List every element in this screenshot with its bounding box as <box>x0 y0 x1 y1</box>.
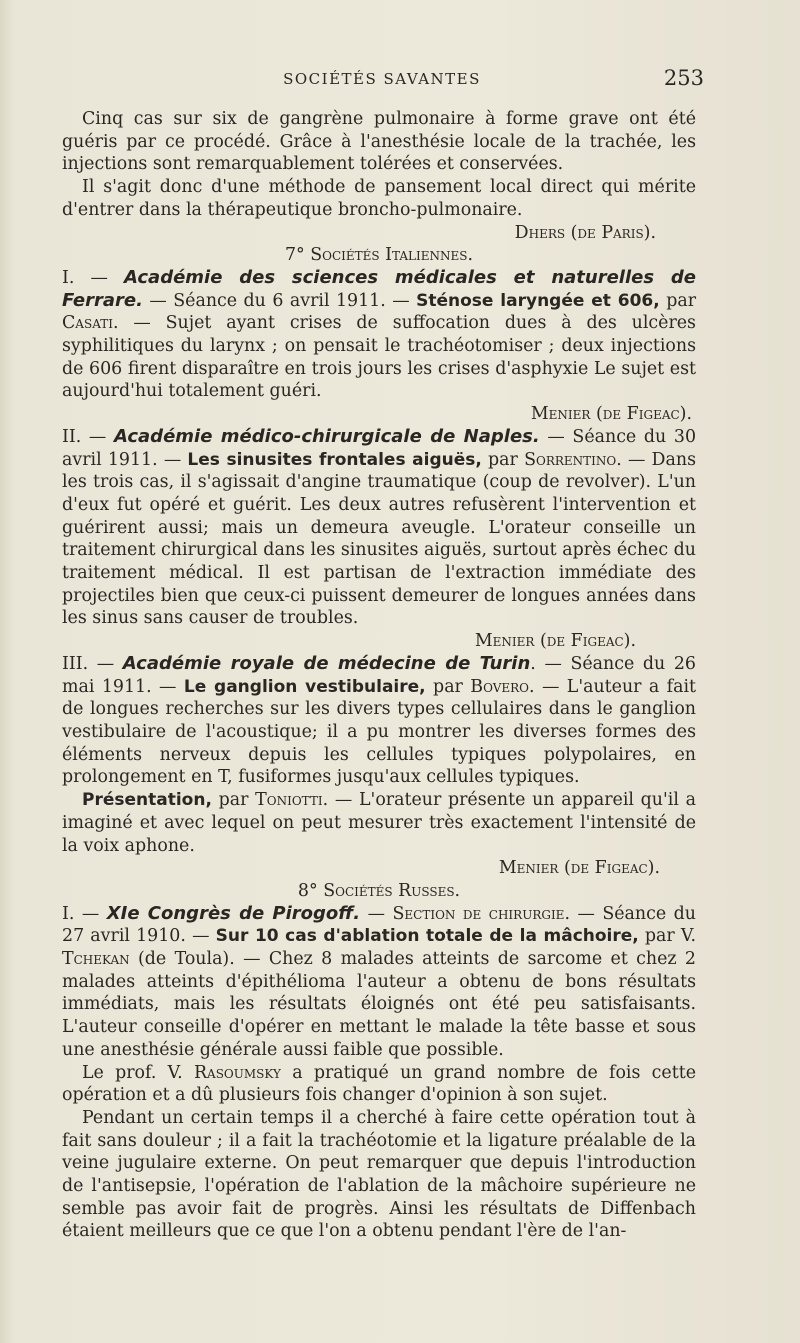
report-topic: Présentation, <box>82 790 212 811</box>
author-name: Rasoumsky <box>193 1062 281 1083</box>
russian-paragraph-3: Pendant un certain temps il a cherché à faire cette opération tout à fait sans douleur ; il a fait la trachéotomie et la ligature préalable de la veine jugulaire externe. On peut remarquer que depuis l'introduction de l'antisepsie, l'opération de l'ablation de la mâchoire supérieure ne semble pas avoir fait de progrès. Ainsi les résultats de Diffenbach étaient meilleurs que ce que l'on a obtenu pendant l'ère de l'an- <box>62 1107 696 1242</box>
by-label: par <box>211 790 256 811</box>
running-head: SOCIÉTÉS SAVANTES <box>283 70 481 88</box>
session-date: — Séance du 30 avril 1911. — <box>62 426 697 470</box>
signature: Menier (de Figeac). <box>498 858 660 879</box>
russian-paragraph-2 <box>62 1062 696 1107</box>
author-name: Toniotti <box>255 790 323 811</box>
report-italian-3-presentation <box>62 789 696 857</box>
paragraph-text: a pratiqué un grand nombre de fois cette opération et a dû plusieurs fois changer d'opinion à son sujet. <box>62 1062 696 1106</box>
report-numeral: I. — <box>62 267 124 288</box>
report-text: (de Toula). — Chez 8 malades atteints de sarcome et chez 2 malades atteints d'épithélioma l'auteur a obtenu de bons résultats immédiats, mais les résultats éloignés ont été peu satisfaisants. L'auteur conseille d'opérer en mettant le malade la tête basse et sous une anesthésie générale aussi faible que possible. <box>62 949 696 1060</box>
section-heading-italian: 7° Sociétés Italiennes. <box>284 245 474 266</box>
academy-name: XIe Congrès de Pirogoff. <box>106 902 361 924</box>
signature: Dhers (de Paris). <box>514 222 656 243</box>
report-numeral: II. — <box>62 426 114 447</box>
by-label: par V. <box>638 926 696 947</box>
report-text: . — L'orateur présente un appareil qu'il a imaginé et avec lequel on peut mesurer très exactement l'intensité de la voix aphone. <box>62 790 696 856</box>
paragraph-prefix: Le prof. V. <box>82 1062 194 1083</box>
session-date: . — Séance du 26 mai 1911. — <box>62 653 696 697</box>
author-name: Sorrentino <box>524 449 617 470</box>
academy-name: Académie médico-chirurgicale de Naples. <box>113 425 540 447</box>
author-name: Casati <box>62 313 113 334</box>
by-label: par <box>659 290 697 311</box>
report-numeral: III. — <box>62 653 123 674</box>
report-topic: Les sinusites frontales aiguës, <box>187 449 482 470</box>
section-name: — Section de chirurgie. <box>360 903 570 924</box>
page-header <box>60 64 704 94</box>
page-number: 253 <box>663 66 704 90</box>
intro-paragraph-2: Il s'agit donc d'une méthode de pansement local direct qui mérite d'entrer dans la thérapeutique broncho-pulmonaire. <box>62 177 696 220</box>
report-numeral: I. — <box>62 903 107 924</box>
signature: Menier (de Figeac). <box>474 631 636 652</box>
session-date: — Séance du 6 avril 1911. — <box>142 290 417 311</box>
academy-name: Académie royale de médecine de Turin <box>122 652 531 674</box>
session-date: — Séance du 27 avril 1910. — <box>62 903 696 947</box>
report-topic: Sténose laryngée et 606, <box>416 290 660 311</box>
intro-paragraph-1: Cinq cas sur six de gangrène pulmonaire à forme grave ont été guéris par ce procédé. Grâce à l'anesthésie locale de la trachée, les injections sont remarquablement tolérées et conservées. <box>62 109 696 175</box>
by-label: par <box>481 449 525 470</box>
report-topic: Sur 10 cas d'ablation totale de la mâchoire, <box>215 926 639 947</box>
author-name: Bovero <box>470 676 530 697</box>
section-heading-russian: 8° Sociétés Russes. <box>297 880 461 901</box>
report-italian-3 <box>62 653 696 789</box>
academy-name: Académie des sciences médicales et naturelles de Ferrare. <box>62 266 696 311</box>
report-italian-1 <box>62 267 696 403</box>
author-name: Tchekan <box>62 949 130 970</box>
report-text: . — L'auteur a fait de longues recherches sur les divers types cellulaires dans le ganglion vestibulaire de l'acoustique; il a pu montrer les diverses formes des éléments nerveux depuis les cellules typiques polypolaires, en prolongement en T, fusiformes jusqu'aux cellules typiques. <box>62 676 697 788</box>
report-topic: Le ganglion vestibulaire, <box>183 676 426 697</box>
page-body <box>62 108 696 1243</box>
report-italian-2 <box>62 426 696 630</box>
by-label: par <box>425 676 471 697</box>
report-text: . — Sujet ayant crises de suffocation dues à des ulcères syphilitiques du larynx ; on pensait le trachéotomiser ; deux injections de 606 firent disparaître en trois jours les crises d'asphyxie Le sujet est aujourd'hui totalement guéri. <box>62 313 696 402</box>
report-text: . — Dans les trois cas, il s'agissait d'angine traumatique (coup de revolver). L'un d'eux fut opéré et guérit. Les deux autres refusèrent l'intervention et guérirent aussi; mais un demeura aveugle. L'orateur conseille un traitement chirurgical dans les sinusites aiguës, surtout après échec du traitement médical. Il est partisan de l'extraction immédiate des projectiles bien que ceux-ci puissent demeurer de longues années dans les sinus sans causer de troubles. <box>62 449 696 629</box>
signature: Menier (de Figeac). <box>530 404 692 425</box>
report-russian-1 <box>62 903 696 1062</box>
